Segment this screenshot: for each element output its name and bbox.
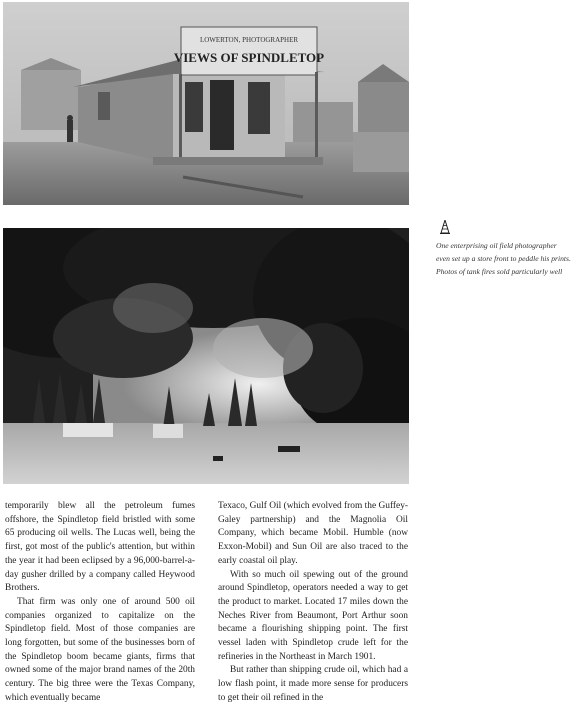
photo-caption [436, 220, 572, 278]
article-paragraph: temporarily blew all the petroleum fumes offshore, the Spindletop field bristled with some 65 producing oil wells. The Lucas well, being the first, got most of the public's attention, but within the year it had been eclipsed by a 96,000-barrel-a-day gusher drilled by a company called Heywood Brothers. [5, 501, 195, 594]
article-paragraph: That firm was only one of around 500 oil companies organized to capitalize on the Spindletop field. Most of those companies are long forgotten, but some of the businesses born of the Spindletop boom became giants, firms that owned some of the major brand names of the 20th century. The big three were the Texas Company, which eventually became [5, 596, 195, 703]
storefront-sign-top: LOWERTON, PHOTOGRAPHER [199, 36, 299, 44]
storefront-photo [3, 2, 409, 205]
article-paragraph: Texaco, Gulf Oil (which evolved from the Guffey-Galey partnership) and the Magnolia Oil Company, which became Mobil. Humble (now Exxon-Mobil) and Sun Oil are also traced to the early coastal oil play. [218, 501, 408, 566]
caption-text: One enterprising oil field photographer even set up a store front to peddle his prints. Photos of tank fires sold particularly well [436, 241, 571, 276]
tank-fire-photo [3, 228, 409, 484]
article-column-right [218, 500, 408, 706]
article-column-left [5, 500, 195, 706]
article-paragraph: With so much oil spewing out of the ground around Spindletop, operators needed a way to get the product to market. Located 17 miles down the Neches River from Beaumont, Port Arthur soon became a flourishing shipping point. The first vessel laden with Spindletop crude left for the refineries in the Northeast in March 1901. [218, 569, 408, 662]
oil-derrick-icon [440, 220, 450, 234]
storefront-sign-main: VIEWS OF SPINDLETOP [173, 50, 325, 65]
article-paragraph: But rather than shipping crude oil, which had a low flash point, it made more sense for producers to get their oil refined in the [218, 665, 408, 703]
